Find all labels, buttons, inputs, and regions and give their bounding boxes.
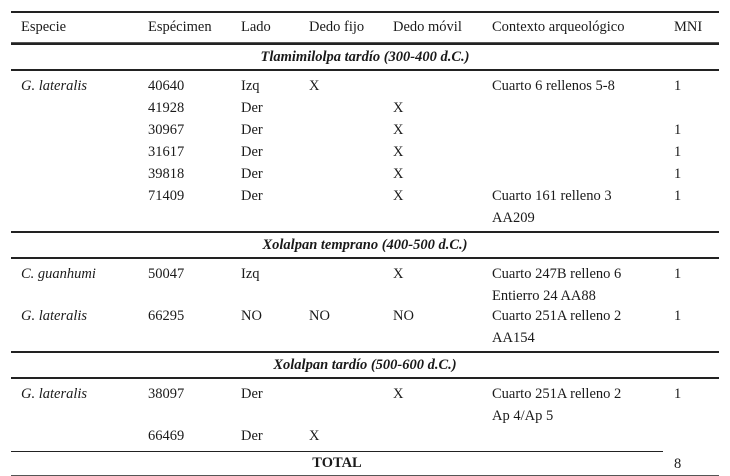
section-spacer	[11, 443, 719, 451]
header-especimen: Espécimen	[148, 19, 212, 35]
cell-lado: NO	[241, 308, 262, 324]
cell-mni: 1	[674, 266, 682, 282]
cell-especimen: 30967	[148, 122, 185, 138]
cell-dedo-movil: NO	[393, 308, 414, 324]
table-row	[11, 159, 719, 181]
table-row	[11, 421, 719, 443]
cell-contexto: Cuarto 161 relleno 3 AA209	[492, 188, 612, 226]
cell-especimen: 39818	[148, 166, 185, 182]
table-row	[11, 301, 719, 346]
cell-especimen: 38097	[148, 386, 185, 402]
cell-dedo-fijo: X	[309, 428, 320, 444]
cell-dedo-movil: X	[393, 188, 404, 204]
cell-mni: 1	[674, 122, 682, 138]
cell-especimen: 50047	[148, 266, 185, 282]
period-heading: Xolalpan tardío (500-600 d.C.)	[11, 351, 719, 377]
table-row	[11, 115, 719, 137]
table-row	[11, 137, 719, 159]
cell-dedo-movil: X	[393, 144, 404, 160]
cell-dedo-fijo: X	[309, 78, 320, 94]
cell-dedo-movil: X	[393, 166, 404, 182]
total-label: TOTAL	[312, 455, 362, 471]
cell-mni: 1	[674, 188, 682, 204]
header-dedo-fijo: Dedo fijo	[309, 19, 365, 35]
cell-dedo-movil: X	[393, 100, 404, 116]
cell-lado: Der	[241, 428, 263, 444]
cell-especimen: 66295	[148, 308, 185, 324]
cell-lado: Der	[241, 144, 263, 160]
cell-lado: Der	[241, 122, 263, 138]
table-row	[11, 71, 719, 93]
table-row	[11, 259, 719, 304]
period-heading: Xolalpan temprano (400-500 d.C.)	[11, 231, 719, 257]
cell-especie: G. lateralis	[21, 386, 88, 402]
cell-contexto: Cuarto 6 rellenos 5-8	[492, 78, 615, 94]
table-row	[11, 93, 719, 115]
cell-especimen: 40640	[148, 78, 185, 94]
cell-dedo-movil: X	[393, 122, 404, 138]
cell-especimen: 41928	[148, 100, 185, 116]
period-heading: Tlamimilolpa tardío (300-400 d.C.)	[11, 43, 719, 69]
header-especie: Especie	[21, 19, 67, 35]
header-contexto: Contexto arqueológico	[492, 19, 625, 35]
cell-mni: 1	[674, 308, 682, 324]
cell-lado: Der	[241, 166, 263, 182]
cell-mni: 1	[674, 78, 682, 94]
cell-mni: 1	[674, 166, 682, 182]
table-body	[11, 43, 719, 451]
section-spacer	[11, 223, 719, 231]
header-lado: Lado	[241, 19, 271, 35]
cell-especie: G. lateralis	[21, 308, 88, 324]
cell-lado: Der	[241, 188, 263, 204]
cell-contexto: Cuarto 247B relleno 6 Entierro 24 AA88	[492, 266, 622, 304]
cell-especie: C. guanhumi	[21, 266, 96, 282]
cell-especimen: 66469	[148, 428, 185, 444]
cell-dedo-movil: X	[393, 386, 404, 402]
cell-dedo-movil: X	[393, 266, 404, 282]
table-row	[11, 379, 719, 424]
header-row	[11, 13, 719, 42]
table-row	[11, 181, 719, 226]
header-dedo-movil: Dedo móvil	[393, 19, 462, 35]
cell-contexto: Cuarto 251A relleno 2 Ap 4/Ap 5	[492, 386, 622, 424]
cell-dedo-fijo: NO	[309, 308, 330, 324]
cell-lado: Der	[241, 386, 263, 402]
cell-mni: 1	[674, 386, 682, 402]
cell-lado: Der	[241, 100, 263, 116]
cell-especie: G. lateralis	[21, 78, 88, 94]
cell-lado: Izq	[241, 78, 260, 94]
cell-contexto: Cuarto 251A relleno 2 AA154	[492, 308, 622, 346]
cell-especimen: 71409	[148, 188, 185, 204]
header-mni: MNI	[674, 19, 703, 35]
cell-lado: Izq	[241, 266, 260, 282]
total-value: 8	[674, 456, 682, 472]
cell-especimen: 31617	[148, 144, 185, 160]
archaeology-table	[11, 11, 719, 476]
total-row	[11, 451, 719, 475]
cell-mni: 1	[674, 144, 682, 160]
